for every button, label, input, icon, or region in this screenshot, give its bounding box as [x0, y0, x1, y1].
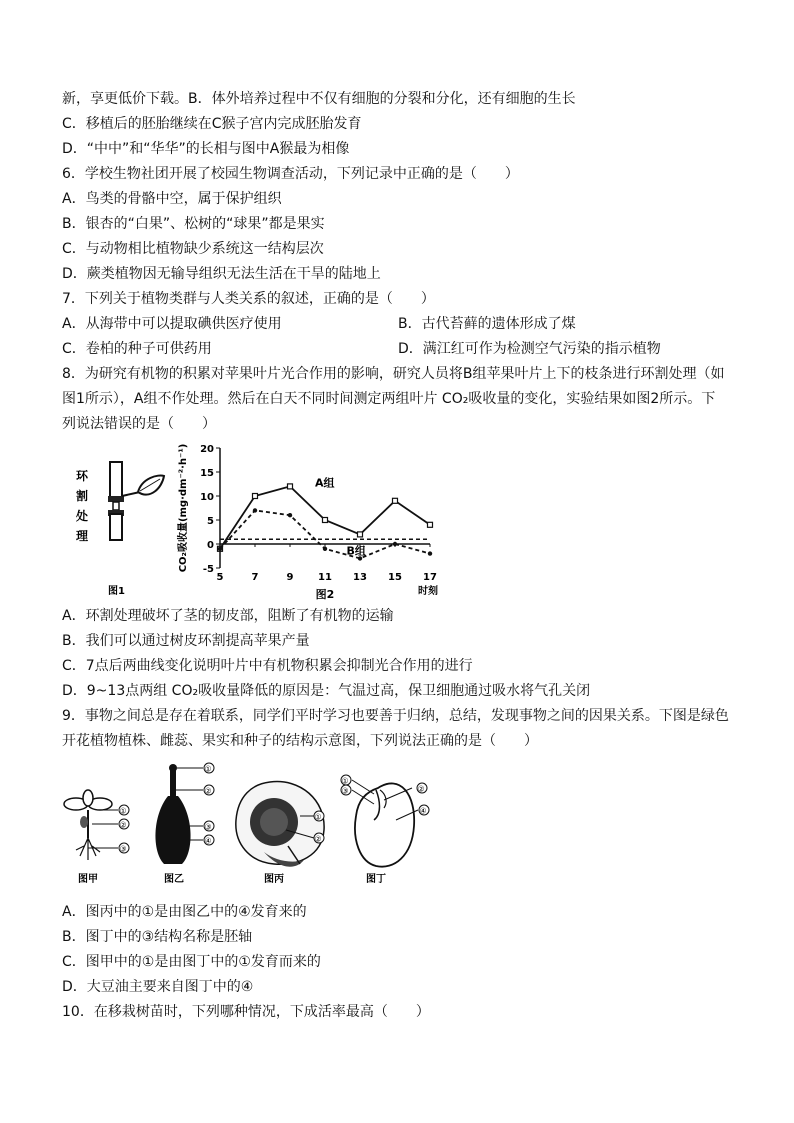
text-line: C．移植后的胚胎继续在C猴子宫内完成胚胎发育 — [62, 116, 362, 132]
data-point — [253, 508, 257, 512]
q9-option-c: C．图甲中的①是由图丁中的①发育而来的 — [62, 954, 321, 970]
x-tick-label: 5 — [216, 572, 224, 583]
question-8-cont: 列说法错误的是（ ） — [62, 416, 216, 432]
question-8: 8．为研究有机物的积累对苹果叶片光合作用的影响，研究人员将B组苹果叶片上下的枝条进行环割处理（如 — [62, 366, 725, 382]
x-axis-label: 时刻 — [418, 586, 438, 597]
fig1-label-char: 割 — [76, 489, 89, 503]
y-tick-label: 20 — [200, 444, 214, 455]
data-point — [253, 494, 258, 499]
y-axis-label: CO₂吸收量(mg·dm⁻²·h⁻¹) — [178, 443, 189, 573]
fig1-label-char: 理 — [76, 529, 89, 543]
question-10: 10．在移栽树苗时，下列哪种情况，下成活率最高（ ） — [62, 1004, 430, 1020]
question-9-cont: 开花植物植株、雌蕊、果实和种子的结构示意图，下列说法正确的是（ ） — [62, 733, 538, 749]
figure-9 — [60, 760, 440, 888]
data-point — [323, 518, 328, 523]
text-line: D．“中中”和“华华”的长相与图中A猴最为相像 — [62, 141, 350, 157]
text-line: 新，享更低价下载。B．体外培养过程中不仅有细胞的分裂和分化，还有细胞的生长 — [62, 91, 576, 107]
fig1-label-char: 环 — [76, 469, 89, 483]
y-tick-label: 5 — [207, 516, 214, 527]
fig-ding-seed — [352, 780, 418, 867]
q6-option-d: D．蕨类植物因无输导组织无法生活在干旱的陆地上 — [62, 266, 381, 282]
y-tick-label: 15 — [200, 468, 214, 479]
fig-jia-plant — [64, 790, 118, 860]
q7-option-d: D．满江红可作为检测空气污染的指示植物 — [398, 341, 661, 357]
q8-option-a: A．环割处理破坏了茎的韧皮部，阻断了有机物的运输 — [62, 608, 394, 624]
data-point — [218, 547, 222, 551]
q6-option-a: A．鸟类的骨骼中空，属于保护组织 — [62, 191, 282, 207]
marker: ③ — [119, 844, 127, 854]
marker: ① — [341, 776, 349, 786]
fig-caption: 图乙 — [164, 874, 184, 885]
girdled-section — [113, 502, 119, 510]
marker: ② — [204, 786, 212, 796]
fig-caption: 图丙 — [264, 874, 284, 885]
series-label-a: A组 — [315, 476, 335, 490]
q6-option-c: C．与动物相比植物缺少系统这一结构层次 — [62, 241, 324, 257]
data-point — [288, 484, 293, 489]
y-tick-label: -5 — [202, 564, 214, 575]
question-6: 6．学校生物社团开展了校园生物调查活动，下列记录中正确的是（ ） — [62, 166, 519, 182]
q9-option-d: D．大豆油主要来自图丁中的④ — [62, 979, 254, 995]
figure-1 — [70, 456, 170, 602]
x-tick-label: 13 — [353, 572, 367, 583]
x-tick-label: 15 — [388, 572, 402, 583]
marker: ③ — [204, 822, 212, 832]
q7-option-c: C．卷柏的种子可供药用 — [62, 341, 212, 357]
y-tick-label: 0 — [207, 540, 214, 551]
marker: ② — [314, 834, 322, 844]
q8-option-d: D．9~13点两组 CO₂吸收量降低的原因是：气温过高，保卫细胞通过吸水将气孔关闭 — [62, 683, 591, 699]
question-7: 7．下列关于植物类群与人类关系的叙述，正确的是（ ） — [62, 291, 435, 307]
marker: ① — [119, 806, 127, 816]
marker: ④ — [204, 836, 212, 846]
data-point — [428, 522, 433, 527]
q6-option-b: B．银杏的“白果”、松树的“球果”都是果实 — [62, 216, 325, 232]
marker: ① — [204, 764, 212, 774]
q7-option-a: A．从海带中可以提取碘供医疗使用 — [62, 316, 282, 332]
fig-caption: 图丁 — [366, 874, 386, 885]
fig1-label-char: 处 — [76, 509, 89, 523]
fig-bing-fruit — [236, 782, 324, 867]
data-point — [393, 542, 397, 546]
q9-option-a: A．图丙中的①是由图乙中的④发育来的 — [62, 904, 307, 920]
data-point — [323, 547, 327, 551]
y-tick-label: 10 — [200, 492, 214, 503]
x-tick-label: 11 — [318, 572, 332, 583]
q8-option-c: C．7点后两曲线变化说明叶片中有机物积累会抑制光合作用的进行 — [62, 658, 473, 674]
fig1-caption: 图1 — [108, 586, 125, 597]
fig-yi-pistil — [155, 764, 203, 864]
marker: ④ — [419, 806, 427, 816]
q7-option-b: B．古代苔藓的遗体形成了煤 — [398, 316, 576, 332]
data-point — [358, 532, 363, 537]
data-point — [288, 513, 292, 517]
x-tick-label: 7 — [251, 572, 259, 583]
x-tick-label: 9 — [286, 572, 294, 583]
leaf — [138, 476, 164, 495]
question-9: 9．事物之间总是存在着联系，同学们平时学习也要善于归纳，总结，发现事物之间的因果关系。下图是绿色 — [62, 708, 729, 724]
q8-option-b: B．我们可以通过树皮环割提高苹果产量 — [62, 633, 310, 649]
branch-upper — [110, 462, 122, 498]
series-label-b: B组 — [346, 544, 366, 558]
fig-caption: 图甲 — [78, 874, 98, 885]
marker: ② — [119, 820, 127, 830]
data-point — [393, 498, 398, 503]
data-point — [428, 551, 432, 555]
x-tick-label: 17 — [423, 572, 437, 583]
marker: ② — [417, 784, 425, 794]
fig2-caption: 图2 — [315, 588, 335, 601]
branch-lower — [110, 514, 122, 540]
marker: ① — [314, 812, 322, 822]
girdle-ring-top — [108, 496, 124, 502]
question-8-cont: 图1所示），A组不作处理。然后在白天不同时间测定两组叶片 CO₂吸收量的变化，实验结果如图2所示。下 — [62, 391, 716, 407]
q9-option-b: B．图丁中的③结构名称是胚轴 — [62, 929, 253, 945]
marker: ③ — [341, 786, 349, 796]
figure-2-chart — [172, 438, 452, 602]
